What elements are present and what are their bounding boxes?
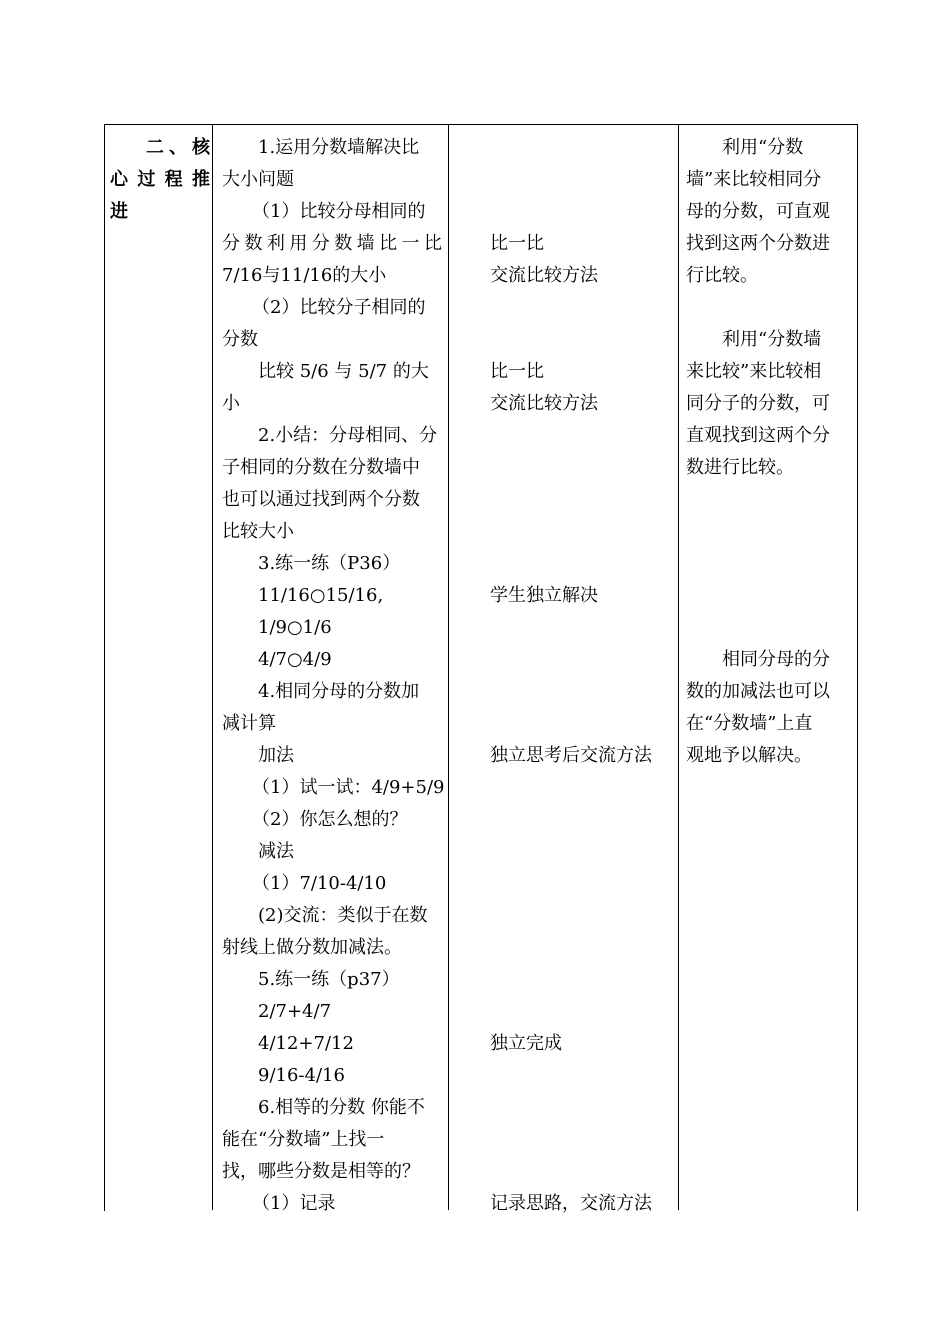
student-activity: 比一比: [490, 361, 544, 382]
note-line: 观地予以解决。: [686, 745, 812, 766]
content-line: 1/9○1/6: [258, 617, 332, 638]
content-line: 1.运用分数墙解决比: [258, 137, 420, 158]
note-line: [686, 548, 846, 580]
content-line: 分数利用分数墙比一比: [222, 233, 442, 254]
note-line: [686, 516, 846, 548]
content-line: （1）比较分母相同的: [252, 201, 426, 222]
content-line: 比较大小: [222, 521, 294, 542]
note-line: 墙”来比较相同分: [686, 169, 822, 190]
student-activity: 交流比较方法: [490, 265, 598, 286]
note-line: 相同分母的分: [722, 649, 830, 670]
content-line: 4/12+7/12: [258, 1033, 354, 1054]
content-line: (2)交流：类似于在数: [258, 905, 428, 926]
note-line: 行比较。: [686, 265, 758, 286]
content-line: 减法: [258, 841, 294, 862]
content-line: 大小问题: [222, 169, 294, 190]
section-label-line: 心过程推: [110, 169, 210, 190]
content-line: 分数: [222, 329, 258, 350]
content-line: 2.小结：分母相同、分: [258, 425, 438, 446]
content-line: 3.练一练（P36）: [258, 553, 401, 574]
note-line: 利用“分数: [722, 137, 804, 158]
content-line: （1）记录: [252, 1193, 336, 1214]
note-line: 数进行比较。: [686, 457, 794, 478]
content-line: 找，哪些分数是相等的？: [222, 1161, 420, 1182]
note-line: 利用“分数墙: [722, 329, 822, 350]
note-line: 数的加减法也可以: [686, 681, 830, 702]
note-line: [686, 612, 846, 644]
student-activity: 记录思路，交流方法: [490, 1193, 652, 1214]
content-line: 4.相同分母的分数加: [258, 681, 420, 702]
note-line: [686, 292, 846, 324]
student-activity: 学生独立解决: [490, 585, 598, 606]
note-line: 直观找到这两个分: [686, 425, 830, 446]
content-line: （2）比较分子相同的: [252, 297, 426, 318]
content-line: 2/7+4/7: [258, 1001, 332, 1022]
design-notes: [686, 132, 846, 772]
note-line: 同分子的分数，可: [686, 393, 830, 414]
column-divider: [678, 124, 679, 1210]
content-line: 4/7○4/9: [258, 649, 332, 670]
note-line: [686, 484, 846, 516]
content-line: 7/16与11/16的大小: [222, 265, 387, 286]
content-line: （2）你怎么想的？: [252, 809, 408, 830]
content-line: 加法: [258, 745, 294, 766]
note-line: 在“分数墙”上直: [686, 713, 813, 734]
content-line: 小: [222, 393, 240, 414]
student-activity: 独立完成: [490, 1033, 562, 1054]
column-divider: [448, 124, 449, 1210]
section-label-line: 进: [110, 201, 128, 222]
content-line: 能在“分数墙”上找一: [222, 1129, 385, 1150]
section-label: [110, 132, 210, 228]
note-line: [686, 580, 846, 612]
content-line: 射线上做分数加减法。: [222, 937, 402, 958]
student-activity: 独立思考后交流方法: [490, 745, 652, 766]
content-line: 子相同的分数在分数墙中: [222, 457, 420, 478]
content-line: 6.相等的分数 你能不: [258, 1097, 425, 1118]
content-line: 5.练一练（p37）: [258, 969, 400, 990]
student-activity: 交流比较方法: [490, 393, 598, 414]
content-line: 11/16○15/16,: [258, 585, 384, 606]
content-line: 比较 5/6 与 5/7 的大: [258, 361, 429, 382]
column-divider: [212, 124, 213, 1210]
note-line: 来比较”来比较相: [686, 361, 822, 382]
content-line: 减计算: [222, 713, 276, 734]
content-line: （1）试一试：4/9+5/9: [252, 777, 445, 798]
content-line: （1）7/10-4/10: [252, 873, 387, 894]
teaching-content: [222, 132, 445, 1220]
content-line: 也可以通过找到两个分数: [222, 489, 420, 510]
note-line: 母的分数，可直观: [686, 201, 830, 222]
student-activity: 比一比: [490, 233, 544, 254]
note-line: 找到这两个分数进: [686, 233, 830, 254]
section-label-line: 二、核: [146, 137, 210, 158]
content-line: 9/16-4/16: [258, 1065, 345, 1086]
